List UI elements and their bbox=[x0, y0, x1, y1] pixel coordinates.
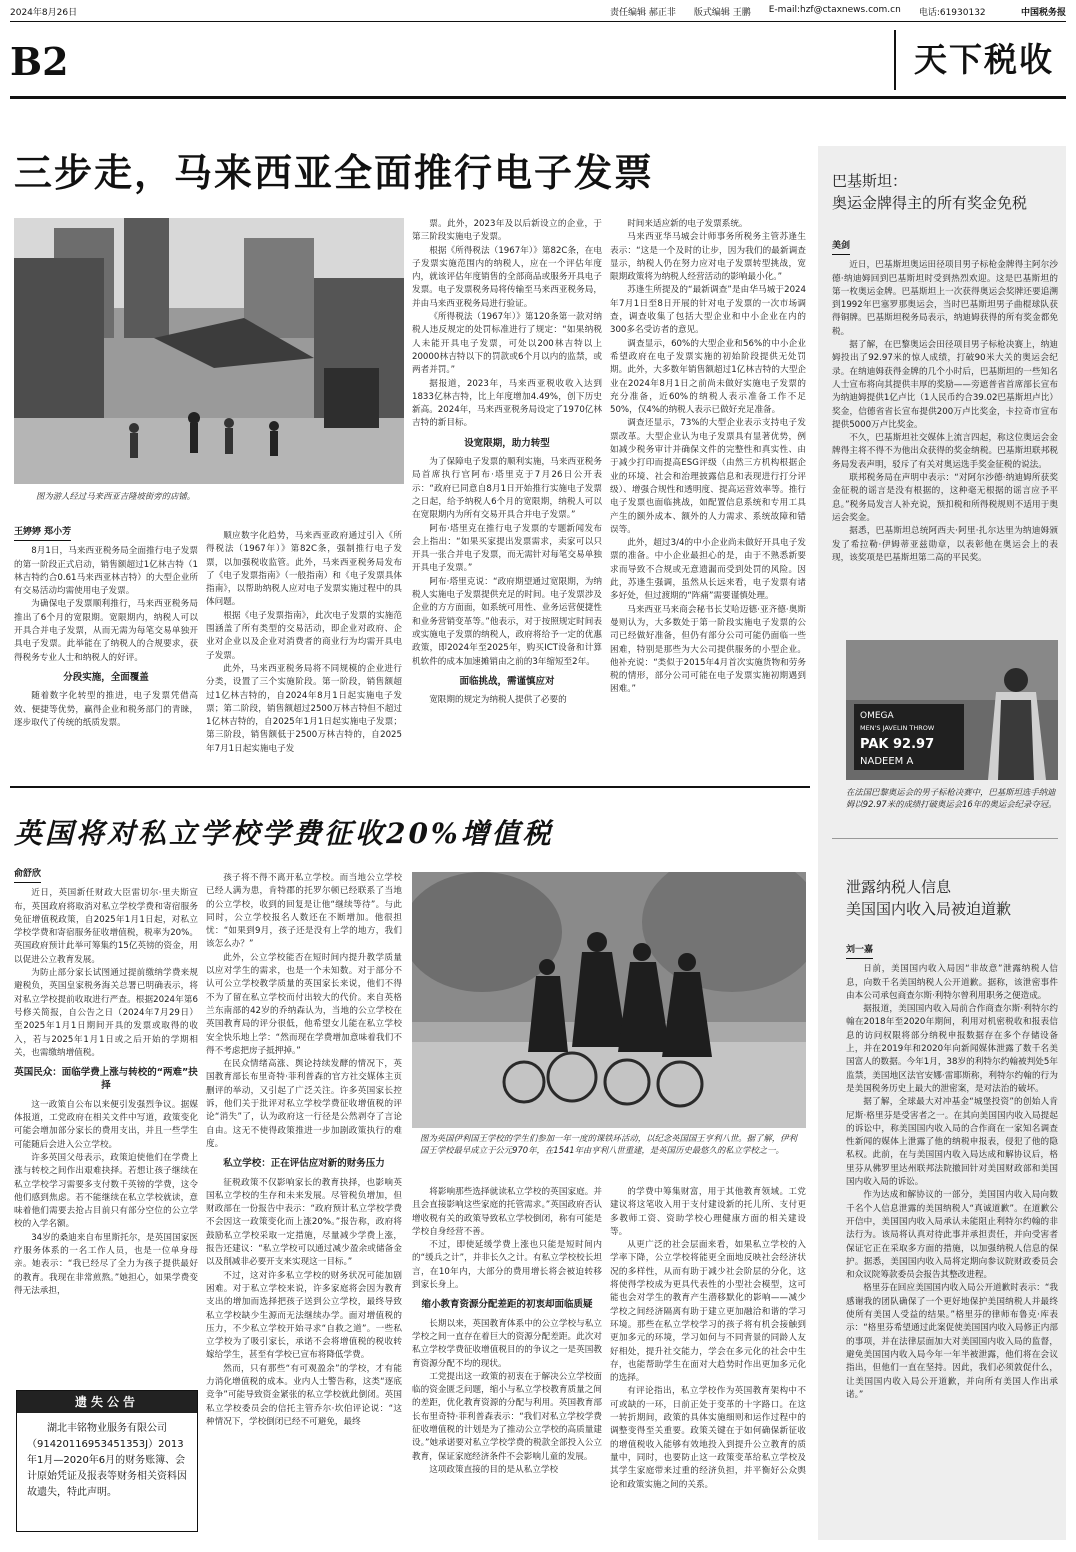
paragraph: 许多英国父母表示，政策迫使他们在学费上涨与转校之间作出艰难抉择。若想让孩子继续在私立学校学习需要多支付数千英镑的学费，这令他们感到焦虑。若不能继续在私立学校就读，意味着他们需要去抢占目前只有部分空位的公立学校的入学名额。 bbox=[14, 1152, 198, 1230]
paragraph: 根据《电子发票指南》，此次电子发票的实施范围涵盖了所有类型的交易活动，即企业对政府、企业对企业以及企业对消费者的商业行为均需开具电子发票。 bbox=[206, 610, 402, 661]
street-scene-image bbox=[14, 218, 404, 484]
article1-subhead-2: 设宽限期，助力转型 bbox=[464, 437, 550, 449]
paragraph: 此外，公立学校能否在短时间内提升教学质量以应对学生的需求，也是一个未知数。对于部分不认可公立学校教学质量的英国家长来说，他们不得不为了留在私立学校而付出较大的代价。来自英格兰东南部的42岁的乔纳森认为，当地的公立学校在英国教育局的评分很低，他希望女儿能在私立学校安全快乐地上学：“然而现在学费增加意味着我们不得不考虑把房子抵押掉。” bbox=[206, 952, 402, 1056]
paragraph: 据了解，全球最大对冲基金“城堡投资”的创始人肯尼斯·格里芬是受害者之一。在其向美国国内收入局提起的诉讼中，称美国国内收入局的合作商在一家知名调查性新闻的媒体上泄露了他的纳税申报表，侵犯了他的隐私权。此前，在与美国国内收入局达成和解协议后，格里芬从佛罗里达州联邦法院撤回针对美国财政部和美国国内收入局的诉讼。 bbox=[846, 1097, 1058, 1188]
article2-col1 bbox=[14, 868, 198, 1383]
article1-photo bbox=[14, 218, 404, 484]
paragraph: 工党提出这一政策的初衷在于解决公立学校面临的资金匮乏问题，缩小与私立学校教育质量之间的差距，优化教育资源的分配与利用。英国教育部长布里奇特·菲利普森表示：“我们对私立学校学费征收增值税的计划是为了推动公立学校的高质量建设。”她承诺要对私立学校学费的税款全部投入公立教育，保证家庭经济条件不会影响儿童的发展。 bbox=[412, 1371, 602, 1462]
paragraph: 阿布·塔里克说：“政府期望通过宽限期，为纳税人实施电子发票提供充足的时间。电子发票涉及企业的方方面面，如系统可用性、业务运营便捷性和业务营销变革等。”他表示，对于按照规定时间表或实施电子发票的纳税人，政府将给予一定的优惠政策，即2024年至2025年，购买ICT设备和计算机软件的成本加速摊销由之前的3年缩短至2年。 bbox=[412, 576, 602, 667]
paragraph: 为防止部分家长试图通过提前缴纳学费来规避税负，英国皇家税务海关总署已明确表示，将对私立学校提前收取进行严查。根据2024年第6号修关简报，自公告之日（2024年7月29日）至2025年1月1日期间开具的发票或取得的收入，若与2025年1月1日或之后开始的学期相关，也需缴纳增值税。 bbox=[14, 968, 198, 1058]
page-number: B2 bbox=[10, 39, 69, 84]
paragraph: 作为达成和解协议的一部分，美国国内收入局向数千名个人信息泄露的美国纳税人“真诚道歉”。在道歉公开信中，美国国内收入局承认未能阻止利特尔约翰的非法行为。该局将认真对待此事并承担责任，并向受害者保证它正在采取多方面的措施，以加强纳税人信息的保护。据悉，美国国内收入局将定期向参议院财政委员会和众议院筹款委员会报告其整改进程。 bbox=[846, 1190, 1058, 1281]
paragraph: 为了保障电子发票的顺利实施，马来西亚税务局首席执行官阿布·塔里克于7月26日公开表示：“政府已同意自8月1日开始推行实施电子发票之日起，给予纳税人6个月的宽限期，纳税人可以在宽限期内为所有交易开具合并电子发票。” bbox=[412, 457, 602, 521]
sidebar1-title bbox=[832, 170, 1062, 214]
paragraph: 将影响那些选择就读私立学校的英国家庭。并且会直接影响这些家庭的托管需求。”英国政府否认增收税有关的政策导致私立学校倒闭，称有可能是学校自身经营不善。 bbox=[412, 1187, 602, 1237]
paragraph: 据报道，美国国内收入局前合作商查尔斯·利特尔约翰在2018年至2020年期间，利用对机密税收和报表信息的访问权限将部分纳税申报数据存在多个存储设备上，并在2019年和2020年向新闻媒体泄露了数千名美国富人的数据。今年1月，38岁的利特尔约翰被判处5年监禁，美国地区法官安娜·雷耶斯称，利特尔约翰的行为是美国税务历史上最大的泄密案，是对法治的破坏。 bbox=[846, 1004, 1058, 1094]
article2-photo bbox=[412, 872, 806, 1128]
paragraph: 马来西亚华马城会计师事务所税务主管苏逢生表示：“这是一个及时的让步，因为我们的最新调查显示，纳税人仍在努力应对电子发票转型挑战，宽限期政策将为纳税人经营活动的影响最小化。” bbox=[610, 232, 806, 283]
issue-date: 2024年8月26日 bbox=[10, 7, 78, 18]
article1-subhead-3: 面临挑战，需谨慎应对 bbox=[459, 675, 555, 687]
sidebar2-title-line1: 泄露纳税人信息 bbox=[846, 878, 952, 896]
sidebar2-title bbox=[846, 876, 1066, 920]
paragraph: 票。此外，2023年及以后新设立的企业，于第三阶段实施电子发票。 bbox=[412, 219, 602, 243]
paragraph: 据悉，巴基斯坦总统阿西夫·阿里·扎尔达里为纳迪姆颁发了希拉勒·伊姆蒂亚兹勋章，以表彰他在奥运会上的表现，该奖项是巴基斯坦第二高的平民奖。 bbox=[832, 526, 1058, 563]
paragraph: 据了解，在巴黎奥运会田径项目男子标枪决赛上，纳迪姆投出了92.97米的惊人成绩，打破90米大关的奥运会纪录。在纳迪姆获得金牌的几个小时后，巴基斯坦的一些知名人士宣布将向其提供丰厚的奖励——旁遮普省首席部长宣布为纳迪姆提供1亿卢比（1人民币约合39.02巴基斯坦卢比）奖金，信德省省长宣布提供200万卢比奖金，卡拉奇市宣布提供5000万卢比奖金。 bbox=[832, 340, 1058, 430]
paragraph: 苏逢生所提及的“最新调查”是由华马城于2024年7月1日至8日开展的针对电子发票的一次市场调查，调查收集了包括大型企业和中小企业在内的300多名受访者的意见。 bbox=[610, 285, 806, 336]
article1-headline: 三步走，马来西亚全面推行电子发票 bbox=[14, 150, 655, 195]
paragraph: 有评论指出，私立学校作为英国教育架构中不可或缺的一环，日前正处于变革的十字路口。在这一转折期间，政策的具体实施细则和运作过程中的调整变得至关重要。政策关键在于如何确保新征收的增值税收入能够有效地投入到提升公立教育的质量中，同时，也要防止这一政策变革给私立学校及其学生家庭带来过重的经济负担，并平衡好公众舆论和政策实施之间的关系。 bbox=[610, 1386, 806, 1490]
sidebar2-byline: 刘一嘉 bbox=[846, 944, 873, 959]
paper-name: 中国税务报 bbox=[1020, 7, 1066, 18]
paragraph: 这项政策直接的目的是从私立学校 bbox=[429, 1464, 559, 1475]
sidebar2-title-line2: 美国国内收入局被迫道歉 bbox=[846, 900, 1012, 918]
paragraph: 这一政策自公布以来便引发强烈争议。据媒体报道，工党政府在相关文件中写道，政策变化可能会增加部分家长的费用支出，并且一些学生可能随后会进入公立学校。 bbox=[14, 1099, 198, 1150]
paragraph: 顺应数字化趋势，马来西亚政府通过引入《所得税法（1967年）》第82C条，强制推行电子发票，以加强税收监管。此外，马来西亚税务局发布了《电子发票指南》（一般指南）和《电子发票具体指南》，以帮助纳税人应对电子发票实施过程中的具体问题。 bbox=[206, 531, 402, 608]
paragraph: 从更广泛的社会层面来看，如果私立学校的入学率下降，公立学校将能更全面地反映社会经济状况的多样性，从而有助于减少社会阶层的分化，这将使得学校成为更具代表性的小型社会模型，这可能也会对学生的教育产生潜移默化的影响——减少学校之间经济隔离有助于建立更加融洽和谐的学习环境。那些在私立学校学习的孩子将有机会接触到更加多元的环境，学习如何与不同背景的同龄人友好相处，提升社交能力，学会在多元化的社会中生存，也能帮助学生在面对大趋势时作出更加多元化的选择。 bbox=[610, 1240, 806, 1384]
paragraph: 近日，巴基斯坦奥运田径项目男子标枪金牌得主阿尔沙德·纳迪姆回到巴基斯坦时受到热烈欢迎。这是巴基斯坦的第一枚奥运金牌。巴基斯坦上一次获得奥运会奖牌还要追溯到1992年巴塞罗那奥运会，当时巴基斯坦男子曲棍球队获得铜牌。巴基斯坦税务局表示，纳迪姆获得的所有奖金都免税。 bbox=[832, 260, 1058, 337]
paragraph: 时间来适应新的电子发票系统。 bbox=[627, 219, 748, 229]
paragraph: 然而，只有那些“有可观盈余”的学校，才有能力消化增值税的成本。业内人士警告称，这类“逐底竞争”可能导致资金紧张的私立学校就此倒闭。英国私立学校委员会的信托主管乔尔·坎伯评论说：“这种情况下，学校倒闭已经不可避免，最终 bbox=[206, 1363, 402, 1427]
article1-byline: 王婷婷 郑小芳 bbox=[14, 526, 71, 541]
paragraph: 根据《所得税法（1967年）》第82C条，在电子发票实施范围内的纳税人，应在一个评估年度内，就该评估年度销售的全部商品或服务开具电子发票。电子发票税务局将传输至马来西亚税务局，并由马来西亚税务局进行验证。 bbox=[412, 245, 602, 309]
masthead-rule bbox=[10, 21, 1066, 22]
lost-notice-body: 湖北丰铭物业服务有限公司（91420116953451353J）2013年1月—2020年6月的财务账簿、会计原始凭证及报表等财务相关资料因故遗失，特此声明。 bbox=[27, 1423, 187, 1498]
lost-notice-title: 遗失公告 bbox=[17, 1391, 197, 1413]
paragraph: 联邦税务局在声明中表示：“对阿尔沙德·纳迪姆所获奖金征税的谣言是没有根据的，这种毫无根据的谣言应予平息。”税务局发言人补充说，预扣税和所得税规则不适用于奥运会奖金。 bbox=[832, 473, 1058, 523]
sidebar1-title-line1: 巴基斯坦： bbox=[832, 172, 908, 190]
paragraph: 马来西亚马来商会秘书长艾哈迈德·亚齐德·奥斯曼则认为，大多数处于第一阶段实施电子发票的公司已经做好准备，但仍有部分公司可能仍面临一些困难，特别是那些为大公司提供服务的小型企业。他补充说：“类似于2015年4月首次实施货物和劳务税的情形，部分公司可能在电子发票实施初期遇到困难。” bbox=[610, 604, 806, 695]
article2-subhead-1: 英国民众：面临学费上涨与转校的“两难”抉择 bbox=[14, 1067, 198, 1092]
paragraph: 此外，马来西亚税务局将不同规模的企业进行分类，设置了三个实施阶段。第一阶段，销售额超过1亿林吉特的，自2024年8月1日起实施电子发票；第二阶段，销售额超过2500万林吉特但不超过1亿林吉特的，自2025年1月1日起实施电子发票；第三阶段，销售额低于2500万林吉特的，自2025年7月1日起实施电子发 bbox=[206, 663, 402, 754]
paragraph: 长期以来，英国教育体系中的公立学校与私立学校之间一直存在着巨大的资源分配差距。此次对私立学校学费征收增值税目的的争议之一是英国教育资源分配不均的现状。 bbox=[412, 1318, 602, 1369]
article2-byline: 俞舒欣 bbox=[14, 868, 41, 883]
layout-editor: 版式编辑 王鹏 bbox=[693, 7, 751, 18]
editor-phone: 电话:61930132 bbox=[918, 7, 986, 18]
paragraph: 近日，英国新任财政大臣雷切尔·里夫斯宣布，英国政府将取消对私立学校学费和寄宿服务免征增值税政策，自2025年1月1日起，对私立学校学费和寄宿服务征收增值税，税率为20%。英国政府预计此举可筹集约15亿英镑的资金，用以促进公立教育发展。 bbox=[14, 888, 198, 965]
responsible-editor: 责任编辑 郝正非 bbox=[610, 7, 676, 18]
article2-col2 bbox=[206, 872, 402, 1532]
article2-headline: 英国将对私立学校学费征收20%增值税 bbox=[14, 817, 554, 850]
paragraph: 随着数字化转型的推进，电子发票凭借高效、便捷等优势，赢得企业和税务部门的青睐，逐步取代了传统的纸质发票。 bbox=[14, 691, 198, 728]
board-line-4: NADEEM A bbox=[860, 756, 914, 767]
javelin-champion-image bbox=[846, 640, 1058, 780]
paragraph: 宽限期的规定为纳税人提供了必要的 bbox=[429, 695, 567, 706]
paragraph: 征税政策不仅影响家长的教育抉择，也影响英国私立学校的生存和未来发展。尽管税负增加，但财政部在一份报告中表示：“政府预计私立学校学费不会因这一政策变化而上涨20%。”报告称，政府将鼓励私立学校采取一定措施，尽量减少学费上涨，报告还建议：“私立学校可以通过减少盈余或储备金以及削减非必要开支来实现这一目标。” bbox=[206, 1177, 402, 1268]
article2-photo-caption: 图为英国伊利国王学校的学生们参加一年一度的课铁环活动，以纪念英国国王亨利八世。据了解，伊利国王学校最早成立于公元970年，在1541年由亨利八世重建，是英国历史最悠久的私立学校之一。 bbox=[420, 1133, 797, 1155]
sidebar1-byline: 美剑 bbox=[832, 240, 850, 255]
article1-subhead-1: 分段实施，全面覆盖 bbox=[63, 671, 149, 683]
board-line-1: OMEGA bbox=[860, 711, 894, 721]
article2-col3 bbox=[412, 1186, 602, 1532]
masthead-bar bbox=[10, 4, 1066, 18]
paragraph: 此外，超过3/4的中小企业尚未做好开具电子发票的准备。中小企业最担心的是，由于不熟悉新要求而导致不合规或无意遗漏而受到处罚的风险。因此，苏逢生强调，虽然从长远来看，电子发票有诸多好处，但过渡期的“阵痛”需要谨慎处理。 bbox=[610, 538, 806, 602]
sidebar-divider bbox=[832, 838, 1058, 839]
article1-col2 bbox=[206, 530, 402, 775]
paragraph: 8月1日，马来西亚税务局全面推行电子发票的第一阶段正式启动，销售额超过1亿林吉特（1林吉特约合0.61马来西亚林吉特）的大型企业所有交易活动均需使用电子发票。 bbox=[14, 546, 198, 597]
sidebar2-body bbox=[846, 944, 1058, 1534]
paragraph: 调查还显示，73%的大型企业表示支持电子发票改革。大型企业认为电子发票具有显著优势，例如减少税务审计并确保文件的完整性和真实性、由于减少打印而提高ESG评级（由然三方机构根据企业的环境、社会和治理披露信息和表现进行打分评级）、增强合规性和透明度、提高运营效率等。推行电子发票也面临挑战，如配置信息系统和专用工具产生的额外成本、额外的人力需求、系统故障和错误等。 bbox=[610, 418, 806, 535]
paragraph: 的学费中筹集财富，用于其他教育领域。工党建议将这笔收入用于支付建设新的托儿所、支付更多教师工资、资助学校心理健康方面的相关建设等。 bbox=[610, 1187, 806, 1237]
paragraph: 阿布·塔里克在推行电子发票的专题新闻发布会上指出：“如果买家提出发票需求，卖家可以只开具一张合并电子发票，而无需针对每笔交易单独开具电子发票。” bbox=[412, 523, 602, 574]
editor-email: E-mail:hzf@ctaxnews.com.cn bbox=[768, 4, 901, 15]
paragraph: 据报道，2023年，马来西亚税收收入达到1833亿林吉特，比上年度增加4.49%，创下历史新高。2024年，马来西亚税务局设定了1970亿林吉特的新目标。 bbox=[412, 378, 602, 429]
paragraph: 《所得税法（1967年）》第120条第一款对纳税人违反规定的处罚标准进行了规定：“如果纳税人未能开具电子发票，可处以200林吉特以上20000林吉特以下的罚款或6个月以内的监禁，或两者并罚。” bbox=[412, 312, 602, 376]
paragraph: 日前，美国国内收入局因“非故意”泄露纳税人信息，向数千名美国纳税人公开道歉。据称，该泄密事件由本公司承包商查尔斯·利特尔曾利用职务之便造成。 bbox=[846, 964, 1058, 1001]
paragraph: 不过，这对许多私立学校的财务状况可能加剧困难。对于私立学校来说，许多家庭将会因为教育支出的增加而选择把孩子送到公立学校，最终导致私立学校缺少生源而无法继续办学。面对增值税的压力，不少私立学校开始寻求“自救之道”。一些私立学校为了吸引家长，承诺不会将增值税的税收转嫁给学生，甚至有学校已宣布将降低学费。 bbox=[206, 1270, 402, 1361]
paragraph: 为确保电子发票顺利推行，马来西亚税务局推出了6个月的宽限期。宽限期内，纳税人可以开具合并电子发票，从而无需为每笔交易单独开具电子发票。此举能在了纳税人的合规要求，获得税务专业人士和纳税人的好评。 bbox=[14, 599, 198, 663]
sidebar1-title-line2: 奥运金牌得主的所有奖金免税 bbox=[832, 194, 1028, 212]
paragraph: 调查显示，60%的大型企业和56%的中小企业希望政府在电子发票实施的初始阶段提供无处罚期。此外，大多数年销售额超过1亿林吉特的大型企业在2024年8月1日之前尚未做好实施电子发票的充分准备，近60%的纳税人表示准备工作不足50%，仅4%的纳税人表示已做好充足准备。 bbox=[610, 338, 806, 416]
paragraph: 34岁的桑迪来自布里斯托尔，是英国国家医疗服务体系的一名工作人员，也是一位单身母亲。她表示：“我已经尽了全力为孩子提供最好的教育。我现在非常煎熬。”她担心，如果学费变得无法承担， bbox=[14, 1232, 198, 1296]
paragraph: 不过，即使延缓学费上涨也只能是短时间内的“缓兵之计”，并非长久之计。有私立学校校长坦言，在10年内，大部分的费用增长将会被迫转移到家长身上。 bbox=[412, 1240, 602, 1291]
article2-col4 bbox=[610, 1186, 806, 1532]
article1-col4 bbox=[610, 218, 806, 776]
article1-photo-caption: 图为游人经过马来西亚吉隆坡街旁的店铺。 bbox=[36, 491, 196, 501]
school-hoop-race-image bbox=[412, 872, 806, 1128]
article2-subhead-3: 缩小教育资源分配差距的初衷却面临质疑 bbox=[421, 1299, 593, 1311]
sidebar1-photo bbox=[846, 640, 1058, 780]
article1-col1 bbox=[14, 526, 198, 776]
paragraph: 不久，巴基斯坦社交媒体上流言四起，称这位奥运会金牌得主将不得不为他出众获得的奖金纳税。巴基斯坦联邦税务局发表声明，驳斥了有关对奥运选手奖金征税的说法。 bbox=[832, 433, 1058, 470]
paragraph: 格里芬在回应美国国内收入局公开道歉时表示：“我感谢我的团队确保了一个更好地保护美国纳税人并最终使所有美国人受益的结果。”格里芬的律师布鲁克·库表示：“格里芬希望通过此案促使美国国内收入局修正内部的事项，并在法律层面加大对美国国内收入局的监督，避免美国国内收入局今年一年半被泄露，他们将在会议指出，但他们一直在坚持。因此，我们必须敦促什么，让美国国内收入局公开道歉，并向所有美国人作出承诺。” bbox=[846, 1283, 1058, 1400]
article2-subhead-2: 私立学校：正在评估应对新的财务压力 bbox=[223, 1158, 385, 1170]
lost-notice bbox=[16, 1390, 198, 1532]
board-line-2: MEN'S JAVELIN THROW bbox=[860, 724, 935, 732]
sidebar1-body bbox=[832, 240, 1058, 630]
article-divider bbox=[10, 786, 810, 788]
sidebar1-photo-caption: 在法国巴黎奥运会的男子标枪决赛中，巴基斯坦选手纳迪姆以92.97米的成绩打破奥运会16年的奥运会纪录夺冠。 bbox=[846, 787, 1057, 809]
section-name: 天下税收 bbox=[914, 40, 1054, 79]
paragraph: 在民众情绪高涨、舆论持续发酵的情况下，英国教育部长布里奇特·菲利普森的官方社交媒体主页删评的举动，又引起了广泛关注。许多英国家长控诉，他们关于批评对私立学校学费征收增值税的评论“消失”了，认为政府这一行径是公然剥夺了言论自由。这无不使得政策推进一步加剧政策执行的难度。 bbox=[206, 1059, 402, 1149]
header-rule bbox=[10, 96, 1066, 99]
article1-col3 bbox=[412, 218, 602, 776]
board-line-3: PAK 92.97 bbox=[860, 737, 935, 752]
paragraph: 孩子将不得不离开私立学校。而当地公立学校已经人满为患，肯特郡的托罗尔顿已经联系了当地的公立学校，收到的回复是让他“继续等待”。与此同时，公立学校报名人数还在不断增加。他很担忧：“如果到9月，孩子还是没有上学的地方，我们该怎么办？” bbox=[206, 873, 402, 950]
